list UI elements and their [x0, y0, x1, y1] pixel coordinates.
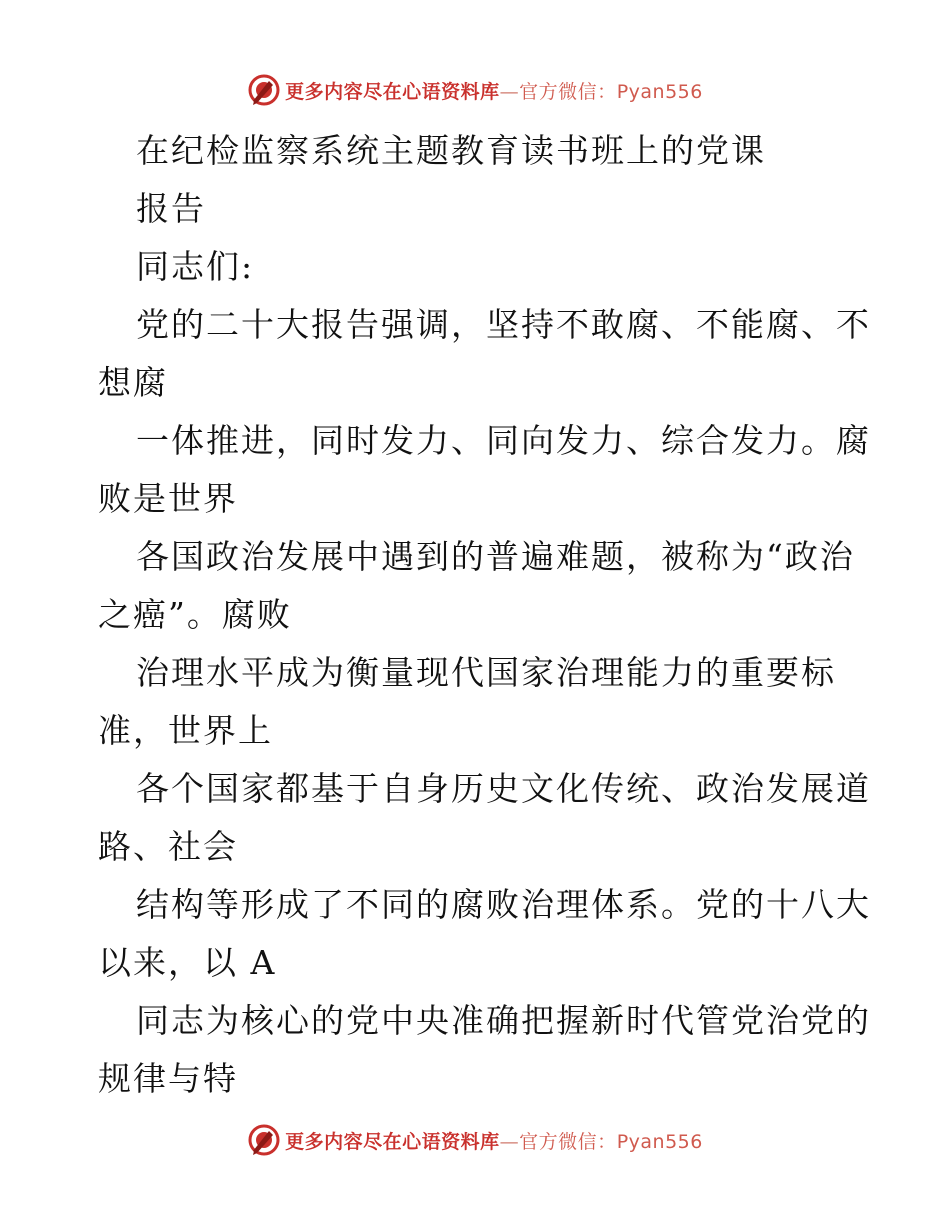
salutation: 同志们:: [136, 247, 255, 286]
paragraph-line: 同志为核心的党中央准确把握新时代管党治党的: [136, 1001, 871, 1040]
watermark-label: 官方微信：: [519, 1130, 617, 1153]
watermark-wechat-id: Pyan556: [616, 80, 703, 103]
paragraph-line: 规律与特: [98, 1059, 238, 1098]
paragraph-line: 想腐: [98, 363, 168, 402]
watermark-label: 官方微信：: [519, 80, 617, 103]
paragraph-line: 以来，以 A: [98, 943, 277, 982]
paragraph-line: 败是世界: [98, 479, 238, 518]
pen-logo-icon: [247, 73, 281, 107]
document-title-line: 报告: [136, 189, 206, 228]
paragraph-line: 各个国家都基于自身历史文化传统、政治发展道: [136, 769, 871, 808]
paragraph-line: 治理水平成为衡量现代国家治理能力的重要标: [136, 653, 836, 692]
watermark-text: [285, 1127, 703, 1154]
paragraph-line: 之癌”。腐败: [98, 595, 292, 634]
footer-watermark: [0, 1120, 950, 1160]
watermark-brand: 更多内容尽在心语资料库: [285, 1130, 500, 1153]
header-watermark: [0, 70, 950, 110]
paragraph-line: 各国政治发展中遇到的普遍难题，被称为“政治: [136, 537, 855, 576]
paragraph-line: 路、社会: [98, 827, 238, 866]
document-body: [98, 122, 871, 1108]
watermark-brand: 更多内容尽在心语资料库: [285, 80, 500, 103]
watermark-wechat-id: Pyan556: [616, 1130, 703, 1153]
paragraph-line: 结构等形成了不同的腐败治理体系。党的十八大: [136, 885, 871, 924]
paragraph-line: 一体推进，同时发力、同向发力、综合发力。腐: [136, 421, 871, 460]
watermark-text: [285, 77, 703, 104]
paragraph-line: 党的二十大报告强调，坚持不敢腐、不能腐、不: [136, 305, 871, 344]
document-title-line: 在纪检监察系统主题教育读书班上的党课: [136, 131, 766, 170]
pen-logo-icon: [247, 1123, 281, 1157]
paragraph-line: 准，世界上: [98, 711, 273, 750]
watermark-separator: —: [499, 80, 520, 103]
watermark-separator: —: [499, 1130, 520, 1153]
